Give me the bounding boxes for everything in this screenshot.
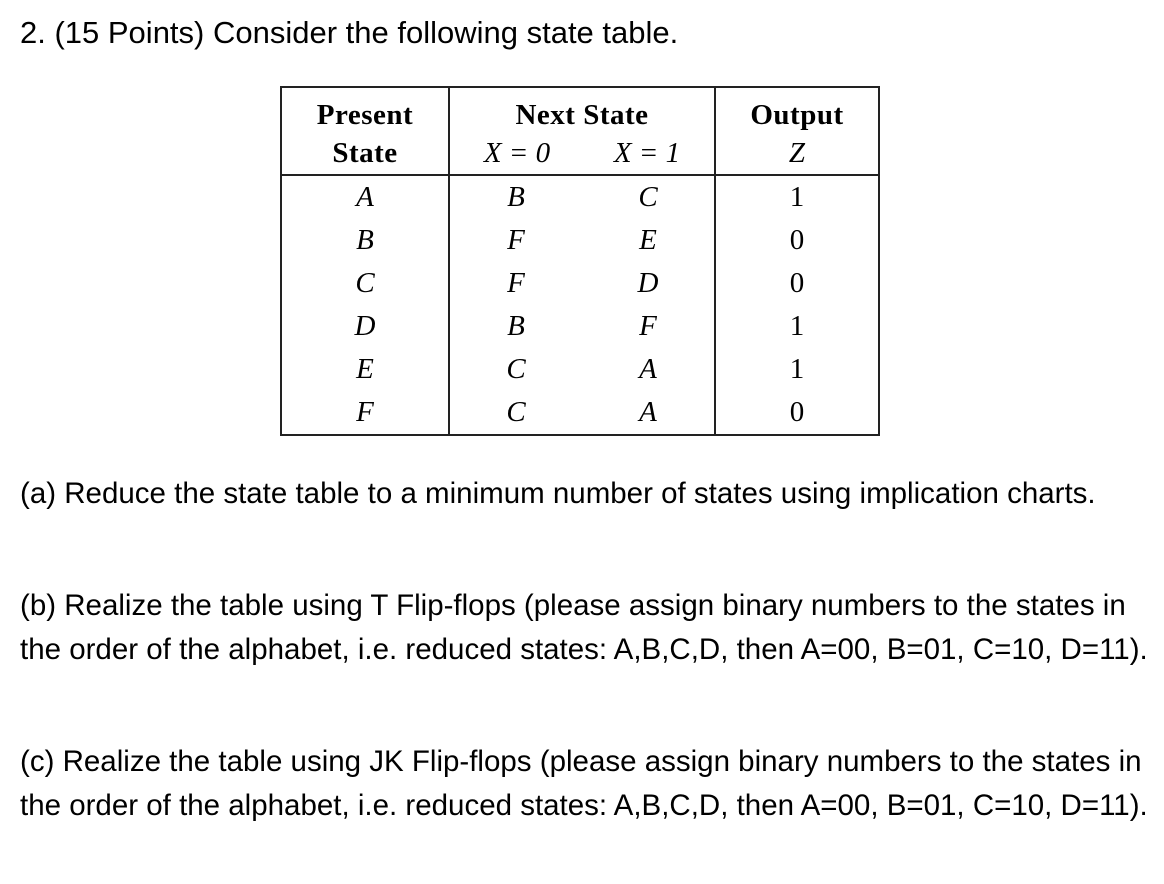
header-x1: X = 1 bbox=[613, 136, 681, 169]
header-output: Output bbox=[750, 99, 844, 131]
header-x-values bbox=[449, 132, 715, 175]
header-state: State bbox=[281, 132, 449, 175]
present-state-cell: E bbox=[281, 348, 449, 391]
table-row bbox=[281, 262, 879, 305]
next-x0-cell: F bbox=[507, 224, 525, 256]
output-cell: 0 bbox=[789, 396, 805, 428]
table-row bbox=[281, 391, 879, 435]
table-row bbox=[281, 175, 879, 219]
table-row bbox=[281, 348, 879, 391]
table-row bbox=[281, 305, 879, 348]
next-x1-cell: F bbox=[639, 310, 657, 342]
next-x0-cell: F bbox=[507, 267, 525, 299]
next-x1-cell: A bbox=[639, 396, 657, 428]
output-cell: 1 bbox=[789, 181, 805, 213]
question-header: 2. (15 Points) Consider the following state table. bbox=[20, 15, 679, 50]
output-cell: 0 bbox=[789, 267, 805, 299]
present-state-cell: B bbox=[281, 219, 449, 262]
next-x1-cell: E bbox=[639, 224, 657, 256]
next-x1-cell: C bbox=[638, 181, 658, 213]
header-present: Present bbox=[281, 87, 449, 132]
output-cell: 1 bbox=[789, 353, 805, 385]
output-cell: 1 bbox=[789, 310, 805, 342]
part-c-text: (c) Realize the table using JK Flip-flops (please assign binary numbers to the states in the order of the alphabet, i.e. reduced states: A,B,C,D, then A=00, B=01, C=10, D=11). bbox=[20, 745, 1148, 822]
header-x0: X = 0 bbox=[483, 136, 551, 169]
table-row bbox=[281, 219, 879, 262]
header-next-state: Next State bbox=[449, 87, 715, 132]
part-b-text: (b) Realize the table using T Flip-flops (please assign binary numbers to the states in the order of the alphabet, i.e. reduced states: A,B,C,D, then A=00, B=01, C=10, D=11). bbox=[20, 589, 1148, 666]
present-state-cell: C bbox=[281, 262, 449, 305]
header-z: Z bbox=[715, 132, 879, 175]
present-state-cell: F bbox=[281, 391, 449, 435]
part-a-text: (a) Reduce the state table to a minimum number of states using implication charts. bbox=[20, 477, 1096, 510]
next-x0-cell: C bbox=[506, 396, 526, 428]
state-table bbox=[280, 86, 880, 436]
output-cell: 0 bbox=[789, 224, 805, 256]
next-x0-cell: B bbox=[507, 310, 525, 342]
next-x0-cell: C bbox=[506, 353, 526, 385]
next-x0-cell: B bbox=[507, 181, 525, 213]
present-state-cell: A bbox=[281, 175, 449, 219]
present-state-cell: D bbox=[281, 305, 449, 348]
next-x1-cell: D bbox=[637, 267, 659, 299]
next-x1-cell: A bbox=[639, 353, 657, 385]
